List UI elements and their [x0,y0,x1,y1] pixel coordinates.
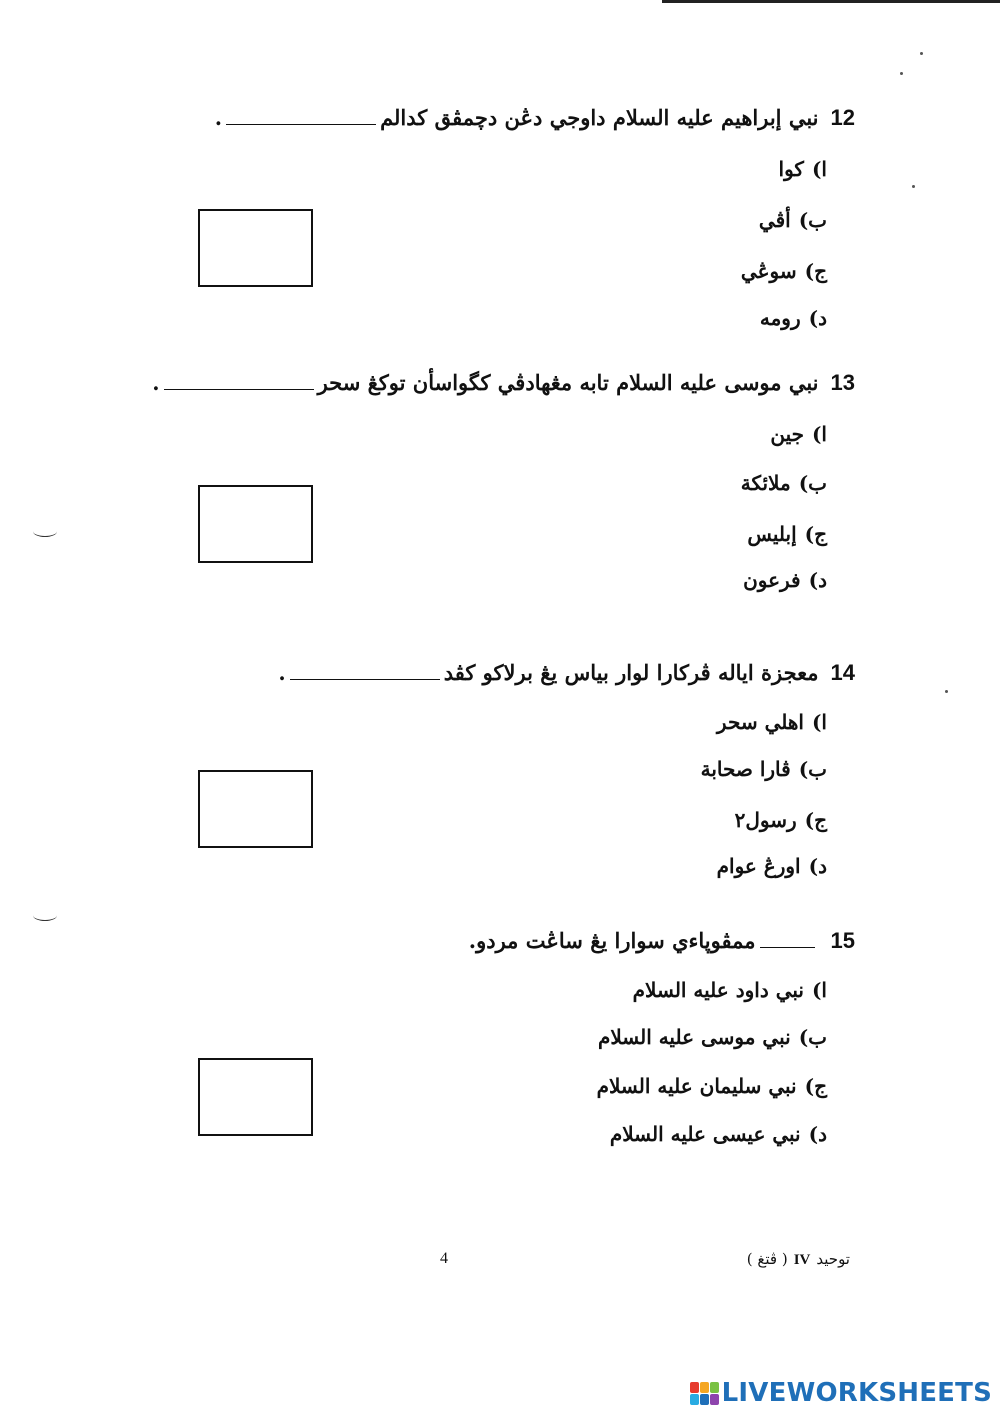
option-d [717,854,827,878]
option-letter: ج) [804,808,827,832]
option-letter: ا) [811,978,827,1002]
logo-tile [700,1394,709,1405]
question-number: 12 [830,105,855,130]
liveworksheets-logo-icon [690,1382,719,1405]
paper-code: ( ڤتغ ) [746,1250,788,1268]
logo-tile [710,1382,719,1393]
margin-mark [33,910,57,921]
option-d [743,568,827,592]
question-text: ممڤوڽاءي سوارا يڠ ساڠت مردو. [468,928,756,953]
subject-level: IV [793,1252,811,1268]
option-a [717,710,827,734]
option-letter: ب) [798,471,827,495]
question-text: نبي إبراهيم عليه السلام داوجي دڠن دچمڤق كدالم [380,105,819,130]
answer-input-box[interactable] [198,485,313,563]
option-letter: ج) [804,522,827,546]
answer-input-box[interactable] [198,1058,313,1136]
option-text: ملائكة [740,471,791,495]
question-stem [152,370,855,396]
option-c [747,522,827,546]
option-b [759,208,827,232]
answer-input-box[interactable] [198,209,313,287]
option-text: أڤي [758,208,791,232]
option-text: نبي سليمان عليه السلام [596,1074,797,1098]
option-text: رومه [759,306,801,330]
option-letter: د) [808,1122,827,1146]
margin-mark [33,526,57,537]
option-letter: ج) [804,1074,827,1098]
question-period: . [152,370,160,395]
option-text: إبليس [747,522,797,546]
option-text: فرعون [743,568,801,592]
answer-input-box[interactable] [198,770,313,848]
option-letter: ب) [798,208,827,232]
option-letter: د) [808,568,827,592]
scan-speck [945,690,948,693]
question-15 [180,928,855,1168]
question-13 [152,370,855,610]
question-stem [215,105,855,131]
answer-blank [164,389,314,390]
option-letter: ا) [811,157,827,181]
page-top-rule [662,0,1000,3]
option-letter: ب) [798,1025,827,1049]
question-14 [180,660,855,900]
option-text: اورڠ عوام [716,854,801,878]
question-period: . [214,105,223,130]
question-period: . [278,660,286,685]
option-a [779,157,827,181]
option-text: نبي عيسى عليه السلام [609,1122,801,1146]
answer-blank [226,124,376,125]
question-number: 14 [830,660,855,685]
answer-blank [290,679,440,680]
logo-tile [690,1382,699,1393]
logo-tile [690,1394,699,1405]
option-text: جين [770,422,804,446]
question-number: 15 [830,928,855,953]
question-stem [278,660,855,686]
question-text: معجزة اياله ڤركارا لوار بياس يڠ برلاكو كڤد [443,660,819,685]
option-text: نبي موسى عليه السلام [597,1025,791,1049]
question-stem [469,928,855,954]
paper-subject [747,1250,850,1269]
question-text: نبي موسى عليه السلام تابه مڠهادڤي كگواسأن توكڠ سحر [317,370,819,395]
option-letter: ا) [811,710,827,734]
option-text: ڤارا صحابة [700,757,791,781]
option-c [597,1074,827,1098]
answer-blank [760,947,815,948]
option-c [741,259,827,283]
option-text: كوا [778,157,804,181]
option-a [770,422,827,446]
option-d [760,306,827,330]
option-d [610,1122,827,1146]
liveworksheets-watermark [690,1378,992,1408]
option-b [701,757,827,781]
option-text: رسول٢ [734,808,797,832]
logo-tile [710,1394,719,1405]
option-text: سوڠي [740,259,797,283]
option-letter: ا) [811,422,827,446]
scan-speck [912,185,915,188]
question-number: 13 [830,370,855,395]
option-b [598,1025,827,1049]
question-12 [180,105,855,345]
option-text: اهلي سحر [716,710,804,734]
option-c [735,808,827,832]
page-number: 4 [440,1250,448,1267]
option-letter: د) [808,306,827,330]
option-letter: د) [808,854,827,878]
scan-speck [920,52,923,55]
option-letter: ب) [798,757,827,781]
scan-speck [900,72,903,75]
option-letter: ج) [804,259,827,283]
logo-tile [700,1382,709,1393]
option-text: نبي داود عليه السلام [632,978,804,1002]
option-a [633,978,827,1002]
watermark-text: LIVEWORKSHEETS [721,1378,992,1408]
option-b [741,471,827,495]
subject-name: توحيد [816,1250,850,1268]
